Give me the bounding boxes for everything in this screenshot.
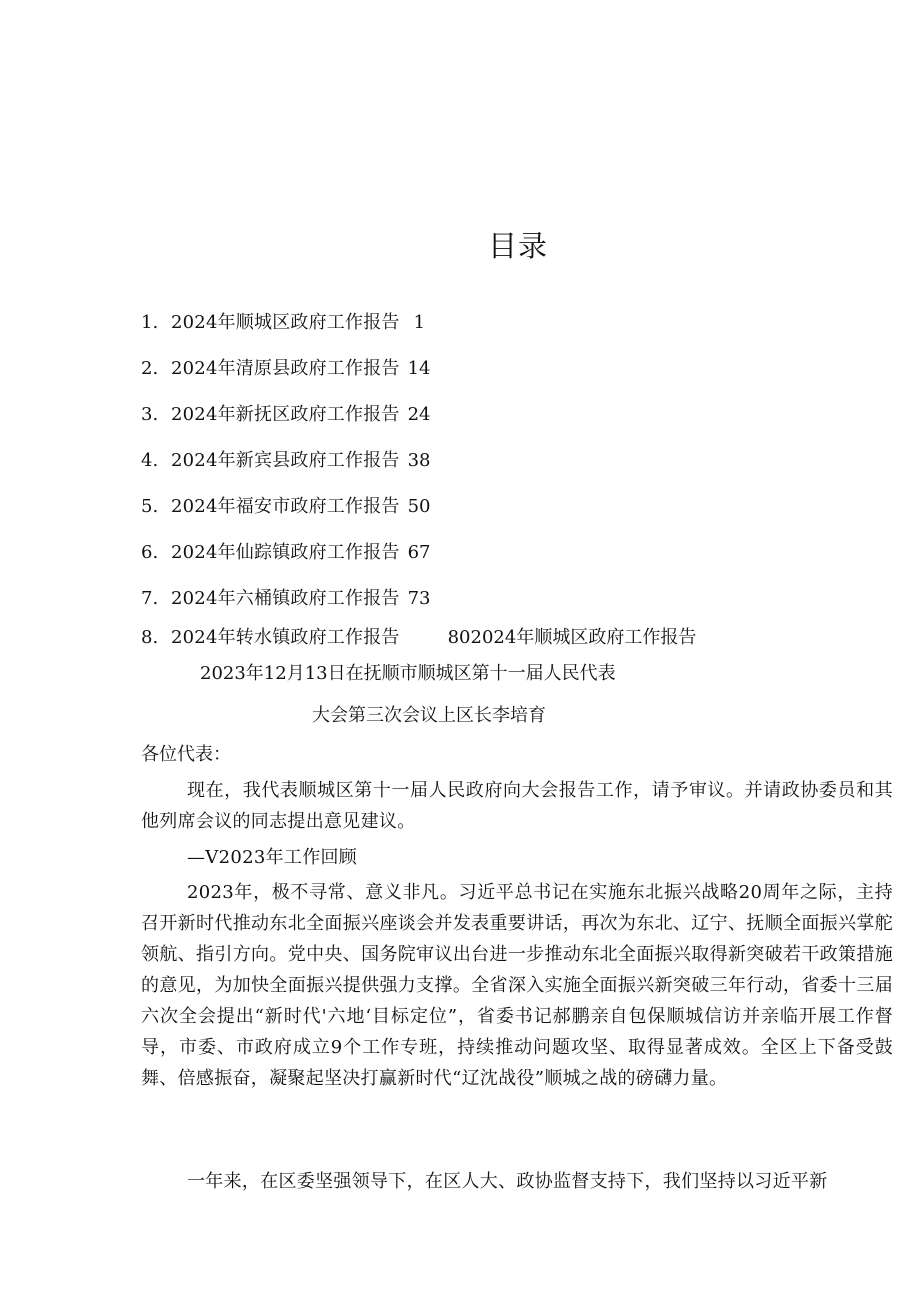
toc-item-number: 5.: [141, 496, 159, 517]
toc-item[interactable]: [141, 403, 431, 427]
toc-item-title: 2024年仙踪镇政府工作报告: [171, 542, 400, 563]
toc-item[interactable]: [141, 495, 431, 519]
toc-item-number: 6.: [141, 542, 159, 563]
paragraph: 2023年，极不寻常、意义非凡。习近平总书记在实施东北振兴战略20周年之际，主持召开新时代推动东北全面振兴座谈会并发表重要讲话，再次为东北、辽宁、抚顺全面振兴掌舵领航、指引方向。党中央、国务院审议出台进一步推动东北全面振兴取得新突破若干政策措施的意见，为加快全面振兴提供强力支撑。全省深入实施全面振兴新突破三年行动，省委十三届六次全会提出“新时代'六地‘目标定位”，省委书记郝鹏亲自包保顺城信访并亲临开展工作督导，市委、市政府成立9个工作专班，持续推动问题攻坚、取得显著成效。全区上下备受鼓舞、倍感振奋，凝聚起坚决打赢新时代“辽沈战役”顺城之战的磅礴力量。: [141, 882, 893, 1089]
salutation: 各位代表：: [141, 744, 231, 765]
toc-item[interactable]: [141, 311, 425, 335]
toc-item[interactable]: [141, 587, 431, 611]
toc-item[interactable]: [141, 449, 431, 473]
toc-item[interactable]: [141, 357, 431, 381]
toc-item-title: 2024年新抚区政府工作报告: [171, 404, 400, 425]
toc-title: 目录: [487, 229, 548, 263]
toc-item-page: 38: [407, 450, 431, 471]
toc-item-page: 73: [407, 588, 431, 609]
toc-item-page: 802024年顺城区政府工作报告: [447, 627, 697, 648]
toc-item-number: 7.: [141, 588, 159, 609]
paragraph: 一年来，在区委坚强领导下，在区人大、政协监督支持下，我们坚持以习近平新: [187, 1171, 828, 1192]
paragraph: 现在，我代表顺城区第十一届人民政府向大会报告工作，请予审议。并请政协委员和其他列席会议的同志提出意见建议。: [141, 780, 893, 832]
toc-item-title: 2024年六桶镇政府工作报告: [171, 588, 400, 609]
toc-item-page: 14: [407, 358, 431, 379]
toc-item-title: 2024年福安市政府工作报告: [171, 496, 400, 517]
toc-item-page: 67: [407, 542, 431, 563]
toc-item-number: 1.: [141, 312, 159, 333]
toc-item-number: 2.: [141, 358, 159, 379]
toc-item-title: 2024年顺城区政府工作报告: [171, 312, 400, 333]
toc-item-number: 4.: [141, 450, 159, 471]
toc-item-number: 8.: [141, 627, 159, 648]
report-subtitle-line-2: 大会第三次会议上区长李培育: [312, 705, 546, 726]
toc-item-page: 50: [407, 496, 431, 517]
section-heading: —V2023年工作回顾: [187, 847, 358, 868]
toc-item-page: 24: [407, 404, 431, 425]
toc-item-title: 2024年转水镇政府工作报告: [171, 627, 400, 648]
toc-item[interactable]: [141, 541, 431, 565]
toc-item-page: 1: [413, 312, 426, 333]
report-subtitle-line-1: 2023年12月13日在抚顺市顺城区第十一届人民代表: [200, 663, 616, 684]
toc-item[interactable]: [141, 626, 696, 650]
toc-item-title: 2024年清原县政府工作报告: [171, 358, 400, 379]
toc-item-title: 2024年新宾县政府工作报告: [171, 450, 400, 471]
toc-item-number: 3.: [141, 404, 159, 425]
